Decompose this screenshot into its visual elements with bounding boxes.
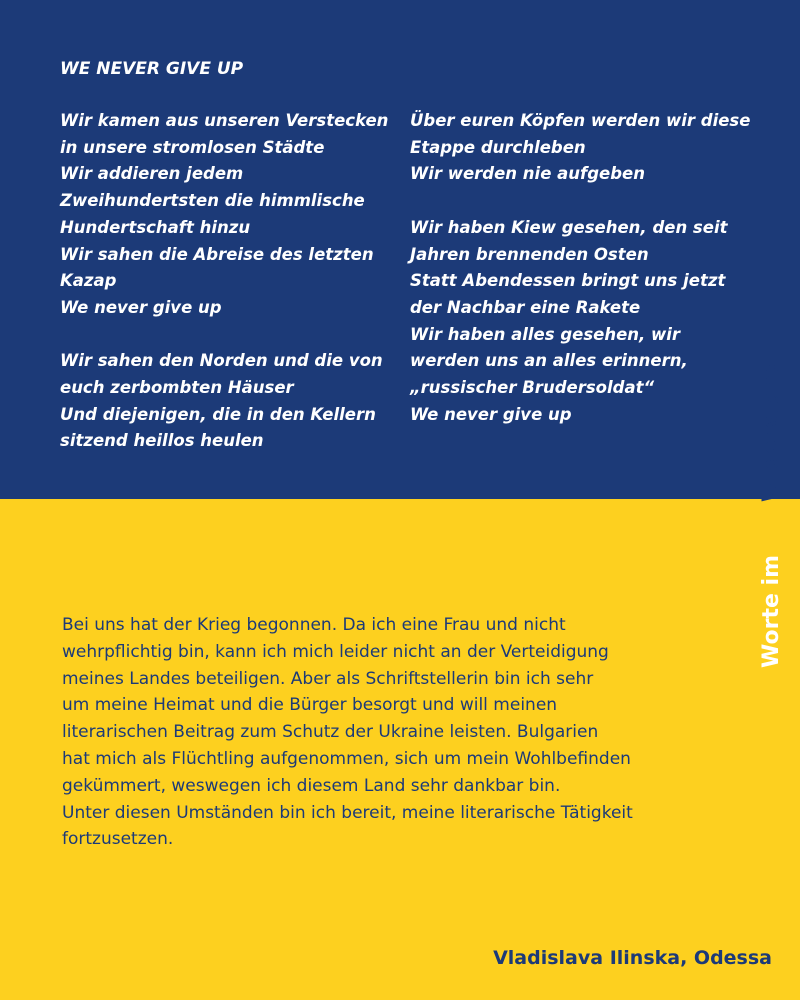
series-title-part-1: Worte im — [759, 554, 784, 668]
poem-line: Statt Abendessen bringt uns jetzt — [410, 271, 726, 291]
poem-line: Kazap — [60, 271, 117, 291]
statement-line: Bei uns hat der Krieg begonnen. Da ich eine Frau und nicht — [62, 615, 566, 635]
poem-line: Wir werden nie aufgeben — [410, 164, 645, 184]
statement-line: um meine Heimat und die Bürger besorgt und will meinen — [62, 695, 558, 716]
poem-left-column — [60, 108, 395, 455]
poem-line: Hundertschaft hinzu — [60, 217, 251, 237]
poem-line: sitzend heillos heulen — [60, 431, 264, 451]
stanza-gap — [410, 188, 755, 215]
poem-line: euch zerbombten Häuser — [60, 378, 294, 398]
statement-line: literarischen Beitrag zum Schutz der Ukraine leisten. Bulgarien — [62, 722, 599, 743]
poem-line: der Nachbar eine Rakete — [410, 297, 641, 317]
statement-line: Unter diesen Umständen bin ich bereit, meine literarische Tätigkeit — [62, 802, 633, 823]
author-statement — [62, 612, 742, 853]
poem-line: in unsere stromlosen Städte — [60, 137, 325, 157]
poem-line: „russischer Brudersoldat“ — [410, 378, 655, 398]
statement-line: fortzusetzen. — [62, 829, 174, 850]
poem-line: Und diejenigen, die in den Kellern — [60, 404, 376, 424]
statement-line: meines Landes beteiligen. Aber als Schriftstellerin bin ich sehr — [62, 668, 594, 689]
poem-line: Wir haben alles gesehen, wir — [410, 324, 681, 344]
poem-line: We never give up — [60, 297, 222, 317]
stanza-gap — [60, 322, 395, 349]
poem-line: We never give up — [410, 404, 572, 424]
poem-line: Wir haben Kiew gesehen, den seit — [410, 217, 728, 237]
vertical-series-title — [752, 358, 792, 668]
poem-line: werden uns an alles erinnern, — [410, 351, 688, 371]
author-signature: Vladislava Ilinska, Odessa — [493, 947, 772, 969]
poem-line: Wir addieren jedem — [60, 164, 244, 184]
poem-line: Wir sahen die Abreise des letzten — [60, 244, 374, 264]
poem-line: Wir kamen aus unseren Verstecken — [60, 111, 389, 130]
poem-line: Über euren Köpfen werden wir diese — [410, 111, 751, 130]
statement-line: wehrpflichtig bin, kann ich mich leider nicht an der Verteidigung — [62, 641, 609, 662]
statement-line: hat mich als Flüchtling aufgenommen, sich um mein Wohlbefinden — [62, 748, 631, 769]
poem-title: WE NEVER GIVE UP — [60, 59, 244, 79]
poem-line: Etappe durchleben — [410, 137, 586, 157]
poem-line: Jahren brennenden Osten — [410, 244, 649, 264]
statement-line: gekümmert, weswegen ich diesem Land sehr dankbar bin. — [62, 775, 561, 796]
poem-line: Wir sahen den Norden und die von — [60, 351, 383, 371]
poem-line: Zweihundertsten die himmlische — [60, 191, 365, 211]
series-title-part-2: Widerstand — [759, 358, 784, 502]
poem-right-column — [410, 108, 755, 428]
